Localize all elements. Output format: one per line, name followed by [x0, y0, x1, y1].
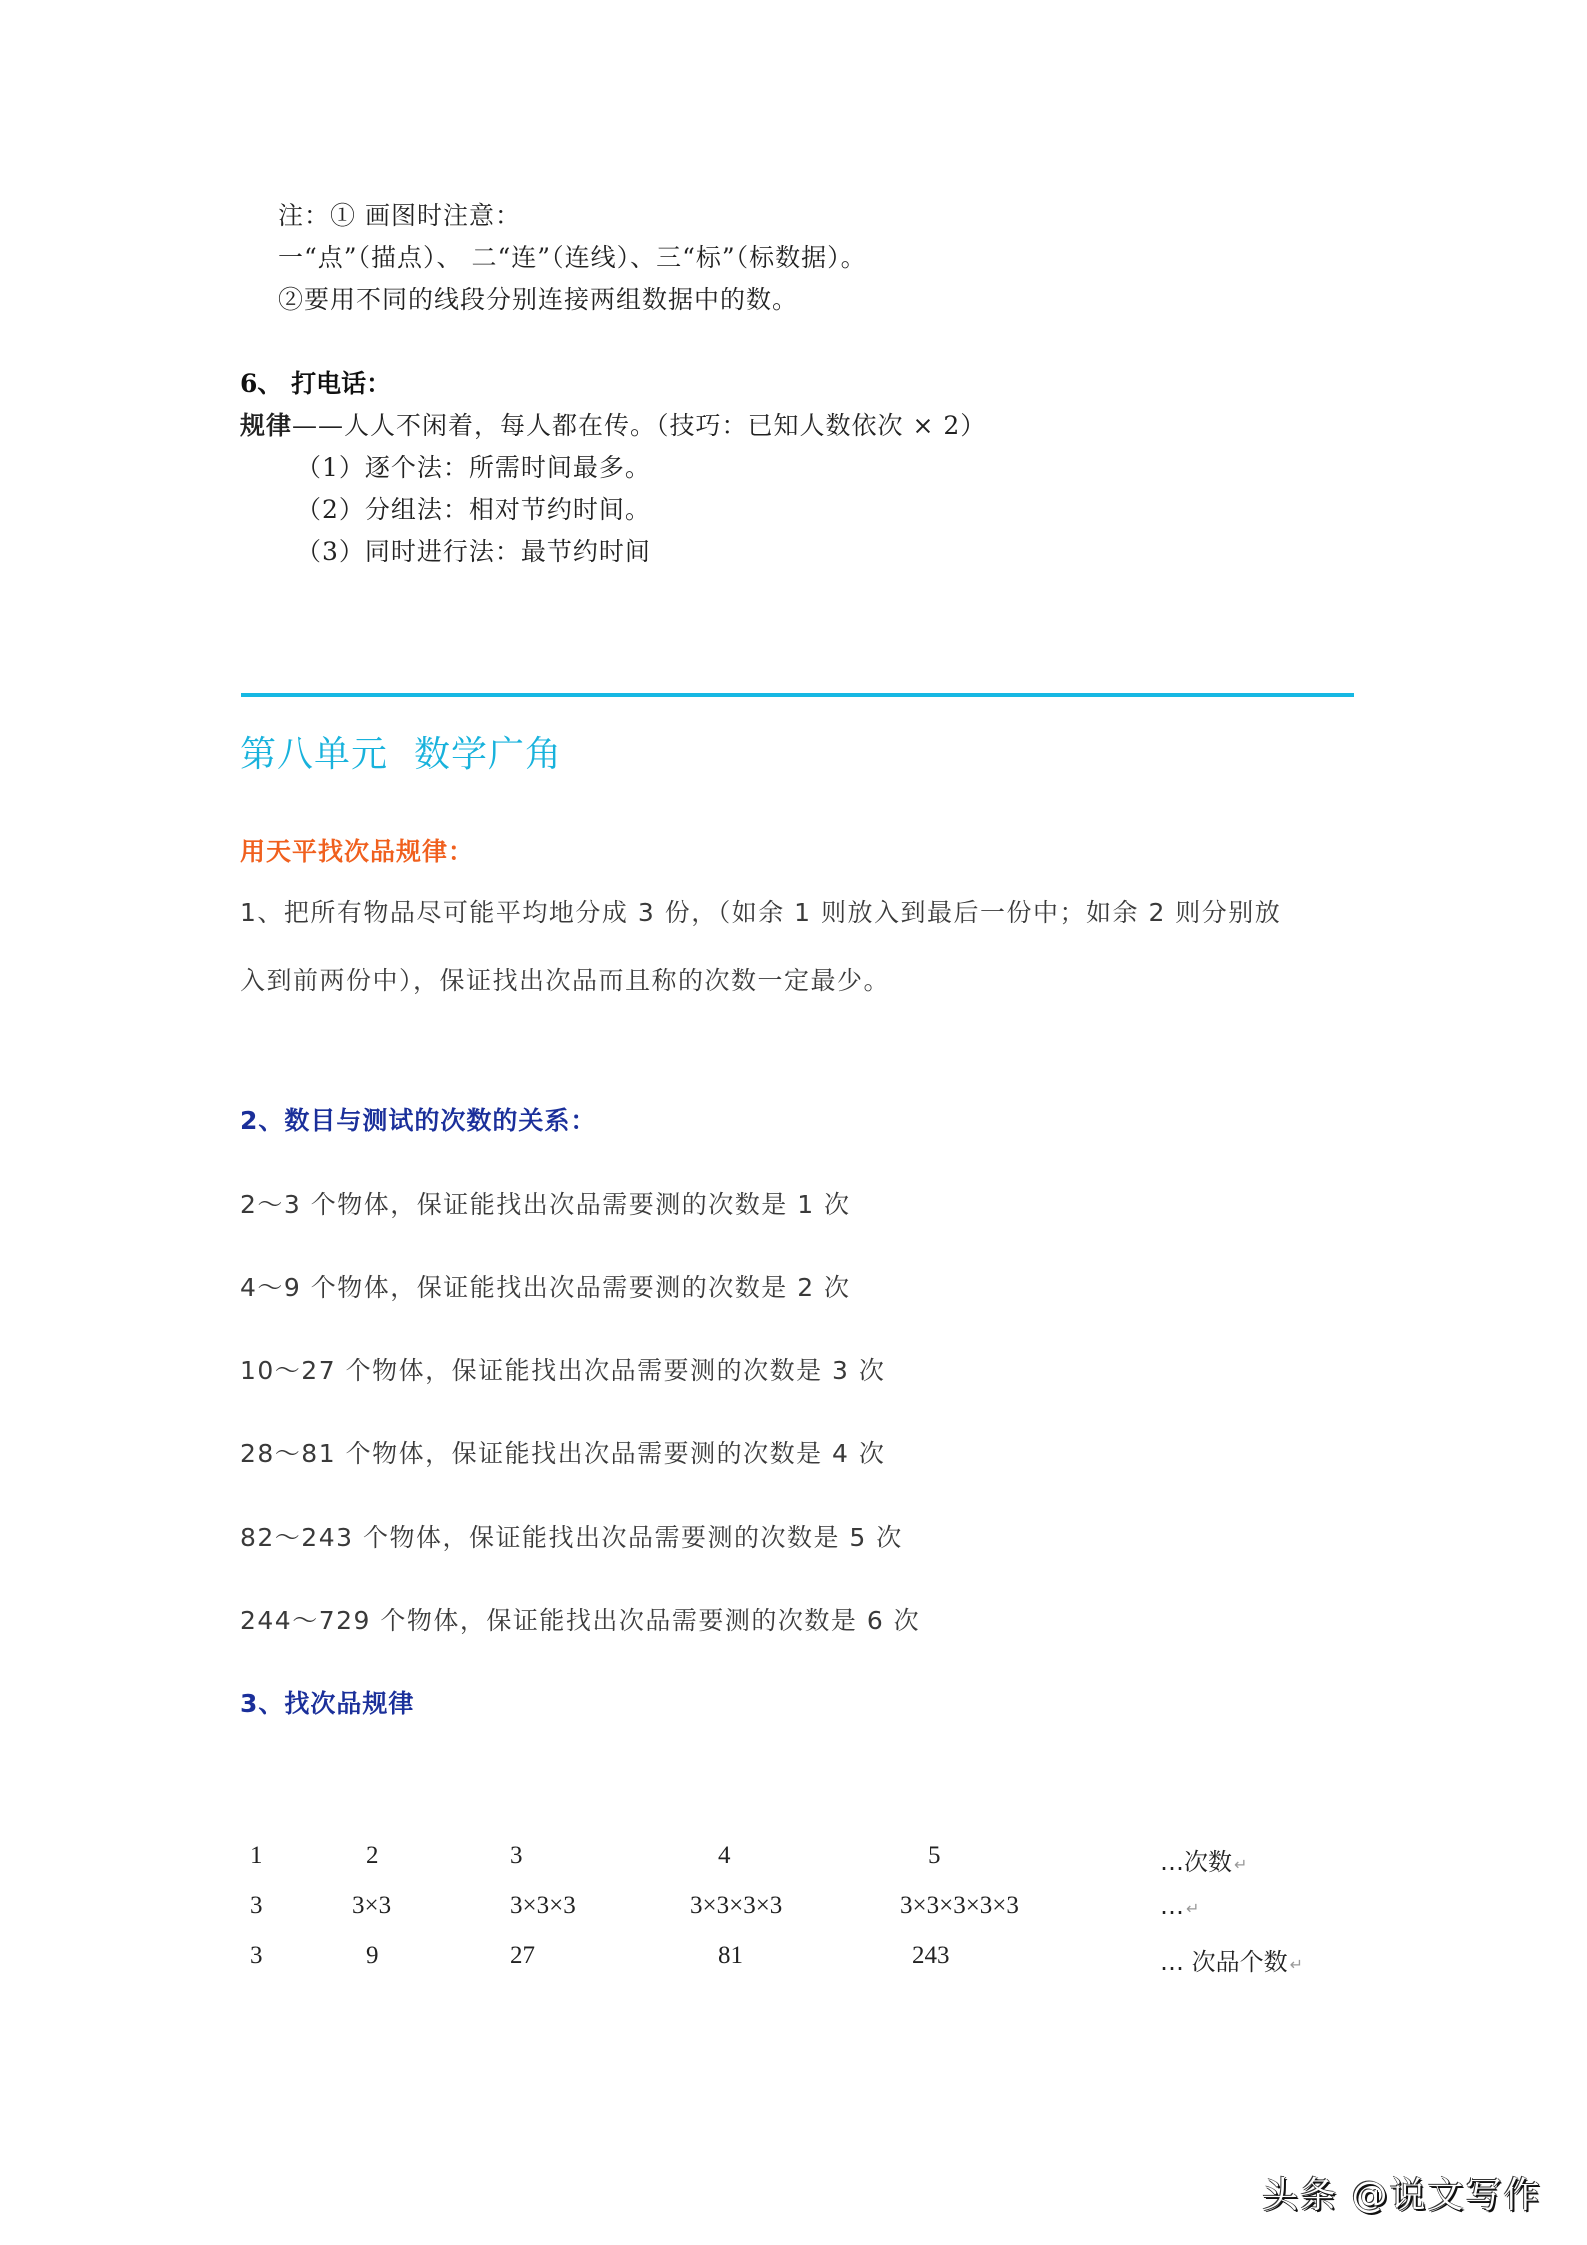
table-cell: 3×3×3×3 [690, 1892, 783, 1919]
paragraph-mark-icon: ↵ [1234, 1855, 1248, 1874]
table-cell: 3×3×3 [510, 1892, 576, 1919]
relation-row: 4～9 个物体，保证能找出次品需要测的次数是 2 次 [240, 1273, 851, 1302]
table-cell: 3×3 [352, 1892, 392, 1919]
table-cell: 27 [510, 1942, 535, 1969]
relation-row: 2～3 个物体，保证能找出次品需要测的次数是 1 次 [240, 1190, 851, 1219]
watermark: 头条 @说文写作 [1262, 2175, 1542, 2216]
table-cell: 1 [250, 1842, 263, 1869]
table-cell: 81 [718, 1942, 743, 1969]
paragraph-mark-icon: ↵ [1289, 1955, 1304, 1974]
method-item: （2）分组法：相对节约时间。 [296, 495, 651, 524]
table-cell: 3 [250, 1892, 263, 1919]
balance-point1-line1: 1、把所有物品尽可能平均地分成 3 份，（如余 1 则放入到最后一份中；如余 2 则分别放 [240, 898, 1282, 927]
table-cell: 9 [366, 1942, 379, 1969]
table-row-label: … ↵ [1160, 1892, 1200, 1920]
unit-title-part2: 数学广角 [414, 734, 563, 775]
balance-heading: 用天平找次品规律： [240, 837, 475, 866]
relation-row: 82～243 个物体，保证能找出次品需要测的次数是 5 次 [240, 1523, 903, 1552]
section-6-title: 6、 打电话： [240, 369, 392, 398]
relation-row: 244～729 个物体，保证能找出次品需要测的次数是 6 次 [240, 1606, 921, 1635]
note-line-1: 注：① 画图时注意： [278, 201, 521, 230]
rule-text: ——人人不闲着，每人都在传。（技巧：已知人数依次 × 2） [292, 411, 987, 440]
unit-divider [241, 693, 1354, 697]
relation-heading: 2、数目与测试的次数的关系： [240, 1106, 597, 1135]
relation-row: 28～81 个物体，保证能找出次品需要测的次数是 4 次 [240, 1439, 886, 1468]
relation-row: 10～27 个物体，保证能找出次品需要测的次数是 3 次 [240, 1356, 886, 1385]
paragraph-mark-icon: ↵ [1186, 1899, 1200, 1918]
table-cell: 3 [250, 1942, 263, 1969]
table-cell: 3×3×3×3×3 [900, 1892, 1019, 1919]
table-row-label: …次数 ↵ [1160, 1848, 1248, 1876]
table-cell: 243 [912, 1942, 950, 1969]
table-row-label: … 次品个数 ↵ [1160, 1948, 1304, 1976]
table-cell: 3 [510, 1842, 523, 1869]
pattern-heading: 3、找次品规律 [240, 1689, 415, 1718]
note-line-2: 一“点”（描点）、 二“连”（连线）、三“标”（标数据）。 [278, 243, 867, 272]
note-line-3: ②要用不同的线段分别连接两组数据中的数。 [278, 285, 799, 314]
table-cell: 4 [718, 1842, 731, 1869]
method-item: （3）同时进行法：最节约时间 [296, 537, 651, 566]
rule-line [240, 406, 986, 442]
rule-label: 规律 [240, 411, 293, 440]
unit-title-part1: 第八单元 [240, 734, 389, 775]
table-cell: 5 [928, 1842, 941, 1869]
table-cell: 2 [366, 1842, 379, 1869]
unit-title [240, 726, 562, 777]
balance-point1-line2: 入到前两份中），保证找出次品而且称的次数一定最少。 [240, 966, 891, 995]
method-item: （1）逐个法：所需时间最多。 [296, 453, 651, 482]
